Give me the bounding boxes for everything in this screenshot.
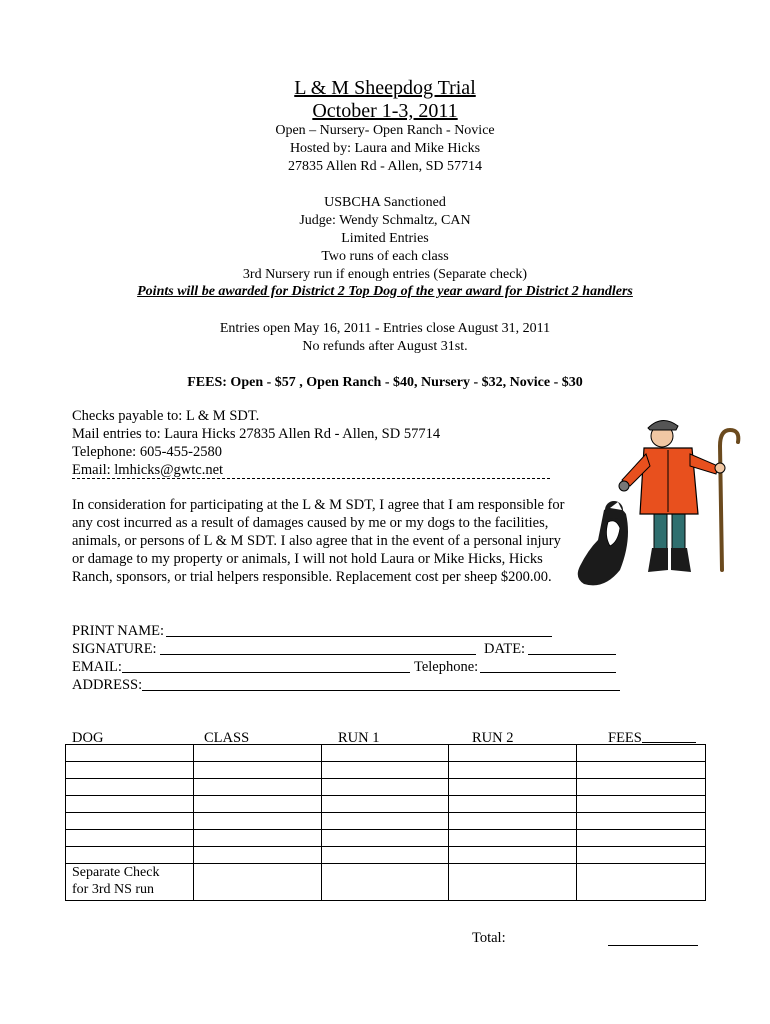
- header-fees: FEES: [608, 730, 642, 746]
- signature-label: SIGNATURE:: [72, 641, 157, 657]
- limited-entries-text: Limited Entries: [341, 231, 429, 246]
- header-run2: RUN 2: [472, 730, 514, 746]
- separate-check-line2: for 3rd NS run: [72, 882, 155, 897]
- nursery-run-text: 3rd Nursery run if enough entries (Separate check): [242, 267, 528, 282]
- cell[interactable]: [66, 745, 194, 762]
- table-row: [66, 745, 706, 762]
- cell[interactable]: [449, 745, 577, 762]
- entries-dates: Entries open May 16, 2011 - Entries close August 31, 2011: [219, 321, 551, 336]
- print-name-line[interactable]: [166, 636, 552, 637]
- table-row: [66, 830, 706, 847]
- cell[interactable]: [449, 762, 577, 779]
- cell[interactable]: [449, 796, 577, 813]
- judge-text: Judge: Wendy Schmaltz, CAN: [299, 213, 471, 228]
- shepherd-dog-illustration: [574, 410, 744, 600]
- cell[interactable]: [321, 864, 449, 901]
- separate-check-cell: [66, 864, 194, 901]
- address-label: ADDRESS:: [72, 677, 143, 693]
- cell[interactable]: [577, 762, 706, 779]
- trial-dates: October 1-3, 2011: [312, 100, 458, 122]
- cell[interactable]: [449, 779, 577, 796]
- fees-header-underline: [642, 742, 696, 743]
- host-address: 27835 Allen Rd - Allen, SD 57714: [287, 159, 483, 174]
- cell[interactable]: [66, 830, 194, 847]
- contact-telephone: Telephone: 605-455-2580: [72, 444, 222, 460]
- table-row: [66, 813, 706, 830]
- cell[interactable]: [193, 779, 321, 796]
- cell[interactable]: [193, 813, 321, 830]
- sanction-text: USBCHA Sanctioned: [324, 195, 446, 210]
- cell[interactable]: [193, 762, 321, 779]
- cell[interactable]: [66, 796, 194, 813]
- table-row: [66, 847, 706, 864]
- waiver-paragraph: In consideration for participating at the L & M SDT, I agree that I am responsible for any cost incurred as a result of damages caused by me or my dogs to the facilities, animals, or persons of L & M SDT. I also agree that in the event of a personal injury or damage to my property or animals, I will not hold Laura or Mike Hicks, Hicks Ranch, sponsors, or trial helpers responsible. Replacement cost per sheep $200.00.: [72, 497, 565, 585]
- cell[interactable]: [66, 847, 194, 864]
- mail-entries: Mail entries to: Laura Hicks 27835 Allen Rd - Allen, SD 57714: [72, 426, 441, 442]
- cell[interactable]: [66, 779, 194, 796]
- hosted-by: Hosted by: Laura and Mike Hicks: [289, 141, 481, 156]
- runs-text: Two runs of each class: [321, 249, 449, 264]
- cell[interactable]: [193, 847, 321, 864]
- cell[interactable]: [66, 762, 194, 779]
- date-line[interactable]: [528, 654, 616, 655]
- cell[interactable]: [577, 864, 706, 901]
- cell[interactable]: [66, 813, 194, 830]
- points-notice: Points will be awarded for District 2 Top Dog of the year award for District 2 handlers: [137, 284, 633, 299]
- signature-line[interactable]: [160, 654, 476, 655]
- header-dog: DOG: [72, 730, 104, 746]
- cell[interactable]: [577, 779, 706, 796]
- entry-table: [65, 744, 706, 901]
- cell[interactable]: [449, 864, 577, 901]
- cell[interactable]: [577, 813, 706, 830]
- contact-email: Email: lmhicks@gwtc.net: [72, 462, 224, 478]
- cell[interactable]: [449, 847, 577, 864]
- cell[interactable]: [577, 847, 706, 864]
- separate-check-row: [66, 864, 706, 901]
- cell[interactable]: [321, 745, 449, 762]
- cell[interactable]: [577, 745, 706, 762]
- trial-title: L & M Sheepdog Trial: [294, 77, 476, 99]
- cell[interactable]: [577, 796, 706, 813]
- checks-payable: Checks payable to: L & M SDT.: [72, 408, 260, 424]
- cell[interactable]: [193, 864, 321, 901]
- header-class: CLASS: [204, 730, 250, 746]
- table-row: [66, 762, 706, 779]
- email-line[interactable]: [122, 672, 410, 673]
- table-row: [66, 779, 706, 796]
- cell[interactable]: [321, 762, 449, 779]
- cell[interactable]: [449, 830, 577, 847]
- total-label: Total:: [472, 930, 506, 946]
- cell[interactable]: [449, 813, 577, 830]
- cell[interactable]: [321, 830, 449, 847]
- email-label: EMAIL:: [72, 659, 122, 675]
- cell[interactable]: [321, 779, 449, 796]
- print-name-label: PRINT NAME:: [72, 623, 164, 639]
- fees-line: FEES: Open - $57 , Open Ranch - $40, Nursery - $32, Novice - $30: [187, 375, 583, 390]
- cell[interactable]: [321, 813, 449, 830]
- date-label: DATE:: [484, 641, 526, 657]
- total-line[interactable]: [608, 945, 698, 946]
- cell[interactable]: [193, 796, 321, 813]
- separate-check-line1: Separate Check: [72, 865, 160, 880]
- address-line[interactable]: [142, 690, 620, 691]
- header-run1: RUN 1: [338, 730, 380, 746]
- cell[interactable]: [193, 745, 321, 762]
- table-row: [66, 796, 706, 813]
- cell[interactable]: [193, 830, 321, 847]
- dashed-divider: [72, 478, 550, 479]
- telephone-line[interactable]: [480, 672, 616, 673]
- cell[interactable]: [321, 796, 449, 813]
- trial-classes: Open – Nursery- Open Ranch - Novice: [275, 123, 495, 138]
- cell[interactable]: [321, 847, 449, 864]
- refund-policy: No refunds after August 31st.: [302, 339, 468, 354]
- cell[interactable]: [577, 830, 706, 847]
- telephone-label: Telephone:: [414, 659, 479, 675]
